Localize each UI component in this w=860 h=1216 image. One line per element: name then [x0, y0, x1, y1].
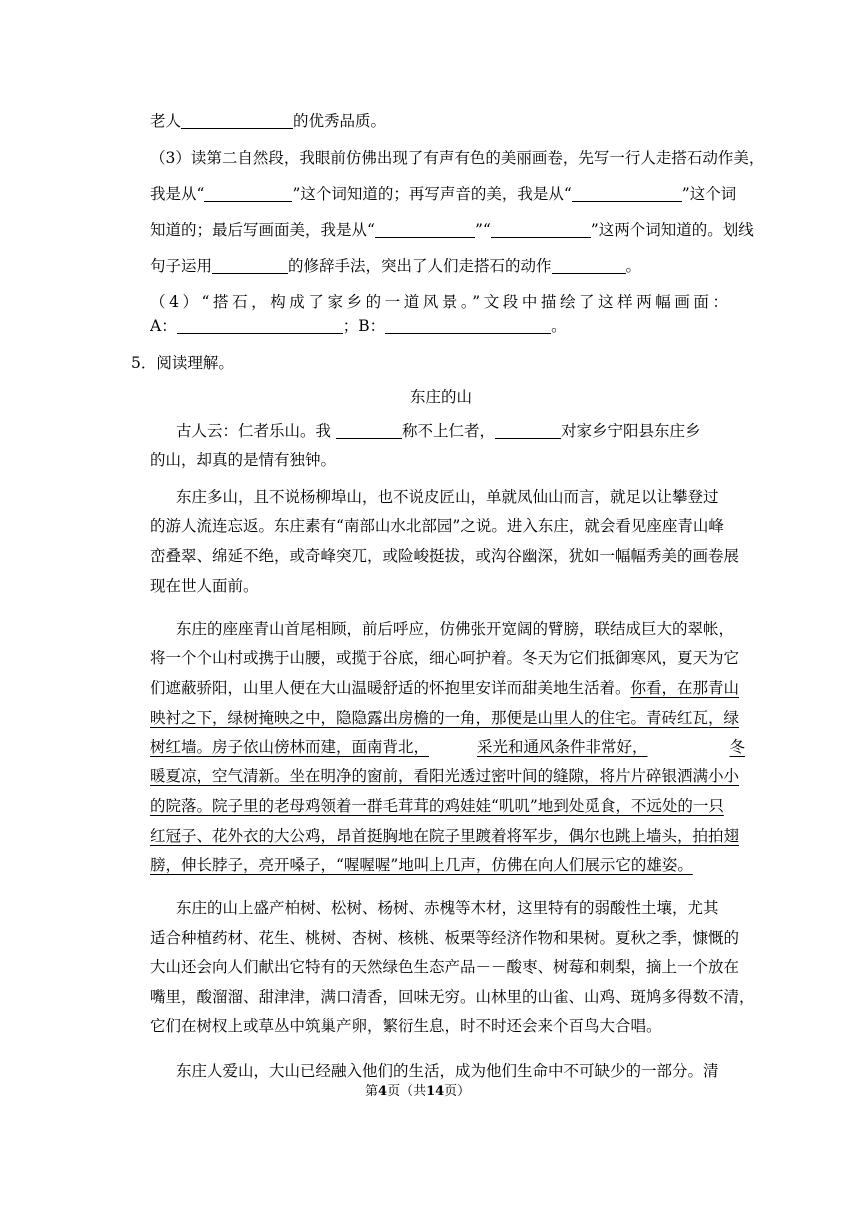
answer-blank[interactable] — [572, 185, 682, 202]
p3-line-6: 暖夏凉，空气清新。坐在明净的窗前，看阳光透过密叶间的缝隙，将片片碎银洒满小小 — [150, 767, 740, 785]
p2-line-4: 现在世人面前。 — [150, 577, 259, 595]
q4-sub3-line-1: （3）读第二自然段，我眼前仿佛出现了有声有色的美丽画卷，先写一行人走搭石动作美， — [150, 149, 765, 167]
p4-line-4: 嘴里，酸溜溜、甜津津，满口清香，回味无穷。山林里的山雀、山鸡、斑鸠多得数不清， — [150, 988, 755, 1006]
answer-blank[interactable] — [204, 185, 292, 202]
p3-line-1: 东庄的座座青山首尾相顾，前后呼应，仿佛张开宽阔的臂膀，联结成巨大的翠帐， — [176, 620, 735, 638]
q5-heading: 5．阅读理解。 — [131, 354, 234, 372]
answer-blank[interactable] — [552, 257, 626, 274]
q4-sub4-line-2: A： ；B： 。 — [150, 317, 567, 335]
p3-line-2: 将一个个山村或携于山腰，或揽于谷底，细心呵护着。冬天为它们抵御寒风，夏天为它 — [150, 649, 740, 667]
answer-blank[interactable] — [177, 317, 343, 334]
p3-line-7: 的院落。院子里的老母鸡领着一群毛茸茸的鸡娃娃“叽叽”地到处觅食，不远处的一只 — [150, 797, 724, 815]
p1-line-1: 古人云：仁者乐山。我 称不上仁者， 对家乡宁阳县东庄乡 — [176, 422, 701, 440]
answer-blank[interactable] — [181, 112, 293, 129]
page-footer: 第4页（共14页） — [365, 1084, 471, 1099]
answer-blank[interactable] — [491, 221, 591, 238]
p4-line-3: 大山还会向人们献出它特有的天然绿色生态产品－－酸枣、树莓和刺梨，摘上一个放在 — [150, 958, 740, 976]
p2-line-1: 东庄多山，且不说杨柳埠山，也不说皮匠山，单就凤仙山而言，就足以让攀登过 — [176, 488, 719, 506]
p1-line-2: 的山，却真的是情有独钟。 — [150, 451, 337, 469]
p3-line-9: 膀，伸长脖子，亮开嗓子，“喔喔喔”地叫上几声，仿佛在向人们展示它的雄姿。 — [150, 856, 693, 874]
q4-sub4-line-1: （4）“搭石，构成了家乡的一道风景。”文段中描绘了这样两幅画面： — [150, 293, 728, 311]
answer-blank[interactable] — [495, 422, 561, 439]
p5-line-1: 东庄人爱山，大山已经融入他们的生活，成为他们生命中不可缺少的一部分。清 — [176, 1062, 719, 1080]
answer-blank[interactable] — [375, 221, 475, 238]
q4-sub3-line-4: 句子运用 的修辞手法，突出了人们走搭石的动作 。 — [150, 257, 642, 275]
article-title: 东庄的山 — [410, 388, 473, 406]
q4-sub3-line-2: 我是从“ ”这个词知道的；再写声音的美，我是从“ ”这个词 — [150, 185, 737, 203]
p3-line-5: 树红墙。房子依山傍林而建，面南背北， 采光和通风条件非常好， 冬 — [150, 738, 746, 756]
p4-line-2: 适合种植药材、花生、桃树、杏树、核桃、板栗等经济作物和果树。夏秋之季，慷慨的 — [150, 929, 740, 947]
q4-sub3-line-3: 知道的；最后写画面美，我是从“ ”“ ”这两个词知道的。划线 — [150, 221, 754, 239]
p3-line-3: 们遮蔽骄阳，山里人便在大山温暖舒适的怀抱里安详而甜美地生活着。你看，在那青山 — [150, 679, 740, 697]
q4-line-0: 老人 的优秀品质。 — [150, 112, 387, 130]
p2-line-2: 的游人流连忘返。东庄素有“南部山水北部园”之说。进入东庄，就会看见座座青山峰 — [150, 517, 724, 535]
answer-blank[interactable] — [385, 317, 551, 334]
page-number: 4 — [378, 1084, 388, 1099]
p2-line-3: 峦叠翠、绵延不绝，或奇峰突兀，或险峻挺拔，或沟谷幽深，犹如一幅幅秀美的画卷展 — [150, 547, 740, 565]
total-pages: 14 — [426, 1084, 445, 1099]
p3-line-8: 红冠子、花外衣的大公鸡，昂首挺胸地在院子里踱着将军步，偶尔也跳上墙头，拍拍翅 — [150, 827, 740, 845]
answer-blank[interactable] — [212, 257, 288, 274]
p4-line-1: 东庄的山上盛产柏树、松树、杨树、赤槐等木材，这里特有的弱酸性土壤，尤其 — [176, 899, 719, 917]
underlined-passage: 你看，在那青山 — [630, 679, 740, 697]
p3-line-4: 映衬之下，绿树掩映之中，隐隐露出房檐的一角，那便是山里人的住宅。青砖红瓦，绿 — [150, 709, 740, 727]
answer-blank[interactable] — [336, 422, 402, 439]
p4-line-5: 它们在树杈上或草丛中筑巢产卵，繁衍生息，时不时还会来个百鸟大合唱。 — [150, 1017, 662, 1035]
